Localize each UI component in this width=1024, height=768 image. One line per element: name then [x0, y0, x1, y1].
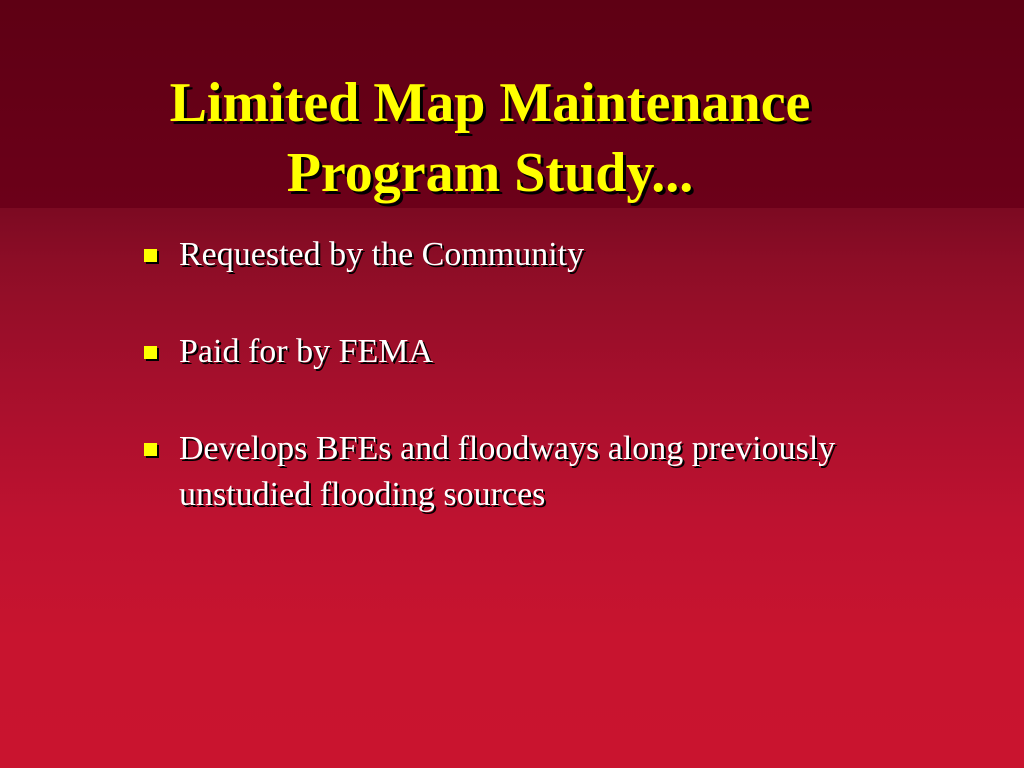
- square-bullet-icon: [144, 443, 157, 456]
- bullet-text: Requested by the Community: [179, 236, 585, 273]
- slide-title: [0, 68, 980, 208]
- slide-title-line-2: Program Study...: [286, 142, 694, 204]
- bullet-item: [140, 426, 840, 518]
- bullet-item: [140, 329, 840, 375]
- square-bullet-icon: [144, 346, 157, 359]
- slide-title-line-1: Limited Map Maintenance: [169, 72, 811, 134]
- square-bullet-icon: [144, 249, 157, 262]
- bullet-list: [140, 232, 840, 569]
- bullet-text: Develops BFEs and floodways along previously unstudied flooding sources: [179, 430, 836, 513]
- bullet-text: Paid for by FEMA: [179, 333, 434, 370]
- bullet-item: [140, 232, 840, 278]
